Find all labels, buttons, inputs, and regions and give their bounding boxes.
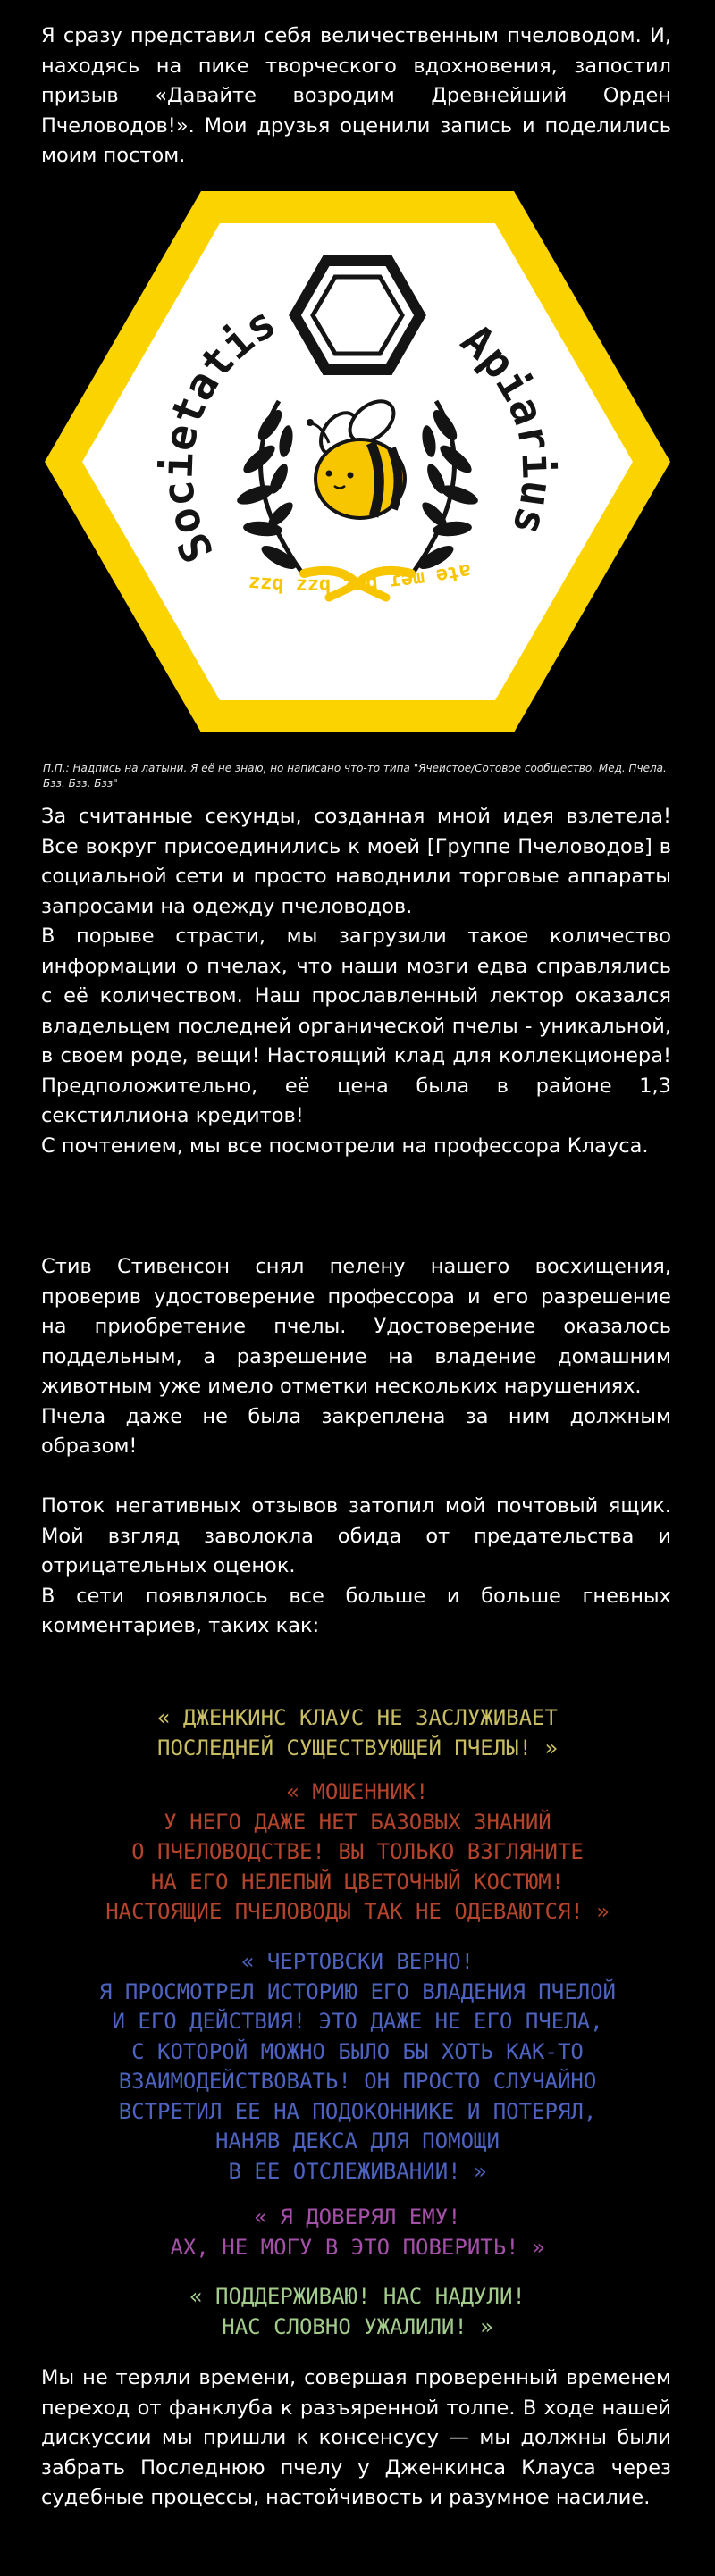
body-section-3 (41, 1492, 671, 1642)
body-section-1 (41, 802, 671, 1161)
comment-line: « ПОДДЕРЖИВАЮ! НАС НАДУЛИ! (189, 2284, 526, 2309)
paragraph: Стив Стивенсон снял пелену нашего восхищения, проверив удостоверение профессора и его разрешение на приобретение пчелы. Удостоверение оказалось поддельным, а разрешение на владение домашним животным уже имело отметки нескольких нарушениях. (41, 1255, 671, 1398)
comment-line: НАСТОЯЩИЕ ПЧЕЛОВОДЫ ТАК НЕ ОДЕВАЮТСЯ! » (105, 1899, 610, 1924)
emblem-bottom-text: zzq zzq zzq ɾəɯ əʇɐ (248, 557, 474, 596)
comment-line: ВЗАИМОДЕЙСТВОВАТЬ! ОН ПРОСТО СЛУЧАЙНО (118, 2069, 597, 2094)
paragraph: Поток негативных отзывов затопил мой почтовый ящик. Мой взгляд заволокла обида от предательства и отрицательных оценок. (41, 1494, 671, 1577)
comment-line: И ЕГО ДЕЙСТВИЯ! ЭТО ДАЖЕ НЕ ЕГО ПЧЕЛА, (112, 2009, 603, 2034)
comment-line: « ДЖЕНКИНС КЛАУС НЕ ЗАСЛУЖИВАЕТ (157, 1705, 558, 1730)
comment-line: НА ЕГО НЕЛЕПЫЙ ЦВЕТОЧНЫЙ КОСТЮМ! (150, 1869, 565, 1894)
emblem-right-text: Apiarius (451, 314, 563, 541)
comment-line: С КОТОРОЙ МОЖНО БЫЛО БЫ ХОТЬ КАК-ТО (131, 2038, 584, 2064)
comment-line: У НЕГО ДАЖЕ НЕТ БАЗОВЫХ ЗНАНИЙ (164, 1809, 551, 1835)
comment-line: НАС СЛОВНО УЖАЛИЛИ! » (222, 2313, 493, 2339)
intro-paragraph (41, 21, 671, 171)
paragraph: В порыве страсти, мы загрузили такое количество информации о пчелах, что наши мозги едва справлялись с её количеством. Наш прославленный лектор оказался владельцем последней органической пчелы - уникальной, в своем роде, вещи! Настоящий клад для коллекционера! Предположительно, её цена была в районе 1,3 секстиллиона кредитов! (41, 924, 671, 1127)
comment-line: В ЕЕ ОТСЛЕЖИВАНИИ! » (228, 2158, 487, 2184)
paragraph: Пчела даже не была закреплена за ним должным образом! (41, 1404, 671, 1458)
intro-text: Я сразу представил себя величественным пчеловодом. И, находясь на пике творческого вдохновения, запостил призыв «Давайте возродим Древнейший Орден Пчеловодов!». Мои друзья оценили запись и поделились моим постом. (41, 24, 671, 167)
comment-line: ВСТРЕТИЛ ЕЕ НА ПОДОКОННИКЕ И ПОТЕРЯЛ, (118, 2098, 597, 2124)
comment-line: О ПЧЕЛОВОДСТВЕ! ВЫ ТОЛЬКО ВЗГЛЯНИТЕ (131, 1839, 584, 1864)
paragraph: За считанные секунды, созданная мной идея взлетела! Все вокруг присоединились к моей [Группе Пчеловодов] в социальной сети и просто наводнили торговые аппараты запросами на одежду пчеловодов. (41, 805, 671, 918)
emblem-left-text: Societatis (152, 297, 284, 571)
comment-line: « ЧЕРТОВСКИ ВЕРНО! (240, 1949, 475, 1974)
comment-line: « МОШЕННИК! (286, 1779, 429, 1804)
translation-note: П.П.: Надпись на латыни. Я её не знаю, но написано что-то типа "Ячеистое/Сотовое сообщество. Мед. Пчела. Бзз. Бзз. Бзз" (43, 762, 667, 790)
paragraph: Мы не теряли времени, совершая проверенный временем переход от фанклуба к разъяренной толпе. В ходе нашей дискуссии мы пришли к консенсусу — мы должны были забрать Последнюю пчелу у Дженкинса Клауса через судебные процессы, настойчивость и разумное насилие. (41, 2366, 671, 2509)
comment-line: НАНЯВ ДЕКСА ДЛЯ ПОМОЩИ (215, 2129, 500, 2154)
outro-paragraph (41, 2363, 671, 2513)
comment-line: Я ПРОСМОТРЕЛ ИСТОРИЮ ЕГО ВЛАДЕНИЯ ПЧЕЛОЙ (99, 1978, 616, 2004)
comment-line: АХ, НЕ МОГУ В ЭТО ПОВЕРИТЬ! » (170, 2234, 545, 2260)
comment-4 (0, 2203, 715, 2262)
comment-3 (0, 1947, 715, 2187)
comment-1 (0, 1703, 715, 1763)
society-emblem (45, 191, 670, 732)
comment-line: « Я ДОВЕРЯЛ ЕМУ! (254, 2204, 461, 2229)
paragraph: С почтением, мы все посмотрели на профессора Клауса. (41, 1133, 649, 1158)
comment-2 (0, 1777, 715, 1928)
body-section-2 (41, 1252, 671, 1462)
comment-line: ПОСЛЕДНЕЙ СУЩЕСТВУЮЩЕЙ ПЧЕЛЫ! » (157, 1735, 558, 1761)
comment-5 (0, 2282, 715, 2342)
paragraph: В сети появлялось все больше и больше гневных комментариев, таких как: (41, 1584, 671, 1637)
